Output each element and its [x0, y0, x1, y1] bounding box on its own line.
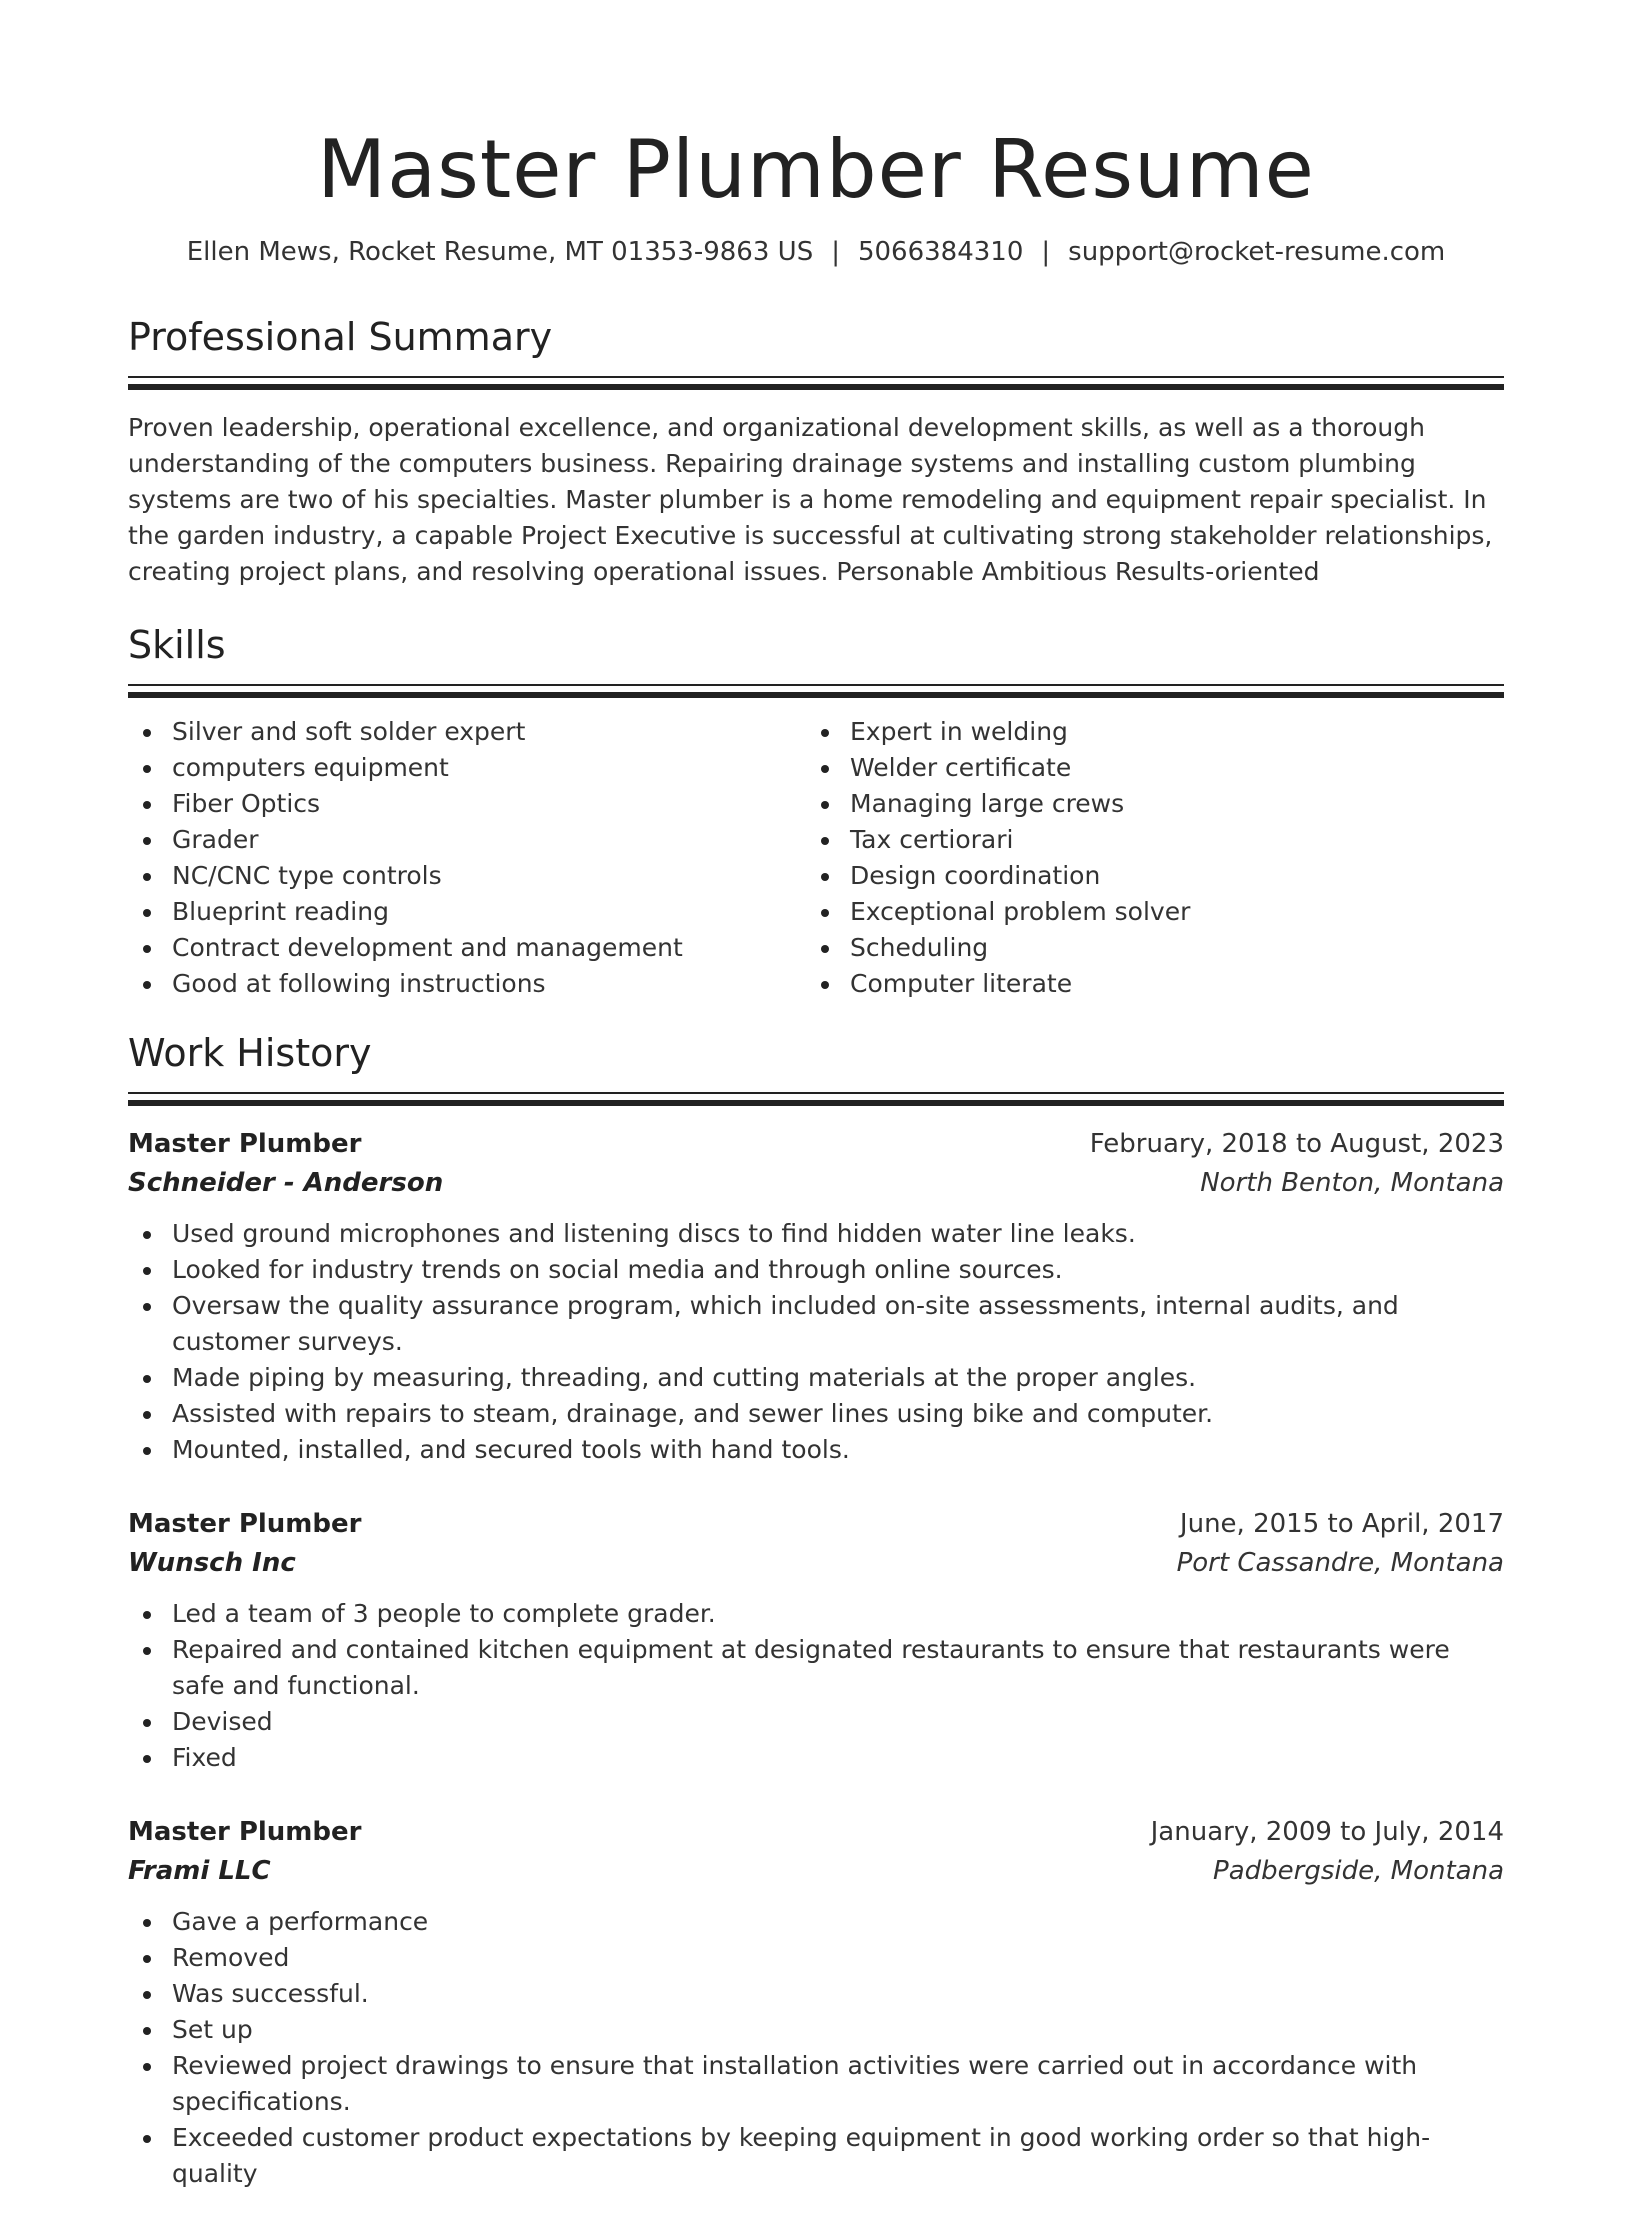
- job-location: Port Cassandre, Montana: [1176, 1548, 1504, 1578]
- skill-item: Good at following instructions: [128, 966, 806, 1002]
- job-title: Master Plumber: [128, 1817, 362, 1847]
- summary-text: Proven leadership, operational excellence, and organizational development skills, as well as a thorough understanding of the computers business. Repairing drainage systems and installing custom plumbing systems are two of his specialties. Master plumber is a home remodeling and equipment repair specialist. In the garden industry, a capable Project Executive is successful at cultivating strong stakeholder relationships, creating project plans, and resolving operational issues. Personable Ambitious Results-oriented: [128, 413, 1493, 586]
- section-title-summary: Professional Summary: [128, 315, 553, 359]
- skill-item: Tax certiorari: [806, 822, 1484, 858]
- job-header: [128, 1812, 1504, 1852]
- job-subheader: [128, 1852, 1504, 1890]
- skill-item: Blueprint reading: [128, 894, 806, 930]
- job-subheader: [128, 1544, 1504, 1582]
- job-duty: Made piping by measuring, threading, and cutting materials at the proper angles.: [128, 1360, 1504, 1396]
- job-company: Frami LLC: [128, 1856, 271, 1886]
- skill-item: Exceptional problem solver: [806, 894, 1484, 930]
- job-entry: [128, 1812, 1504, 2192]
- skill-item: Silver and soft solder expert: [128, 714, 806, 750]
- contact-address: Ellen Mews, Rocket Resume, MT 01353-9863 US: [186, 237, 814, 267]
- skills-section: [128, 620, 1504, 1002]
- job-dates: June, 2015 to April, 2017: [1179, 1509, 1504, 1539]
- skill-item: NC/CNC type controls: [128, 858, 806, 894]
- job-duties: [128, 1904, 1504, 2192]
- section-divider: [128, 376, 1504, 390]
- resume-content: [128, 0, 1504, 2228]
- contact-separator: |: [1041, 237, 1051, 267]
- job-duty: Mounted, installed, and secured tools with hand tools.: [128, 1432, 1504, 1468]
- job-duties: [128, 1596, 1504, 1776]
- contact-line: [128, 234, 1504, 270]
- skill-item: Computer literate: [806, 966, 1484, 1002]
- job-title: Master Plumber: [128, 1509, 362, 1539]
- section-divider: [128, 1092, 1504, 1106]
- job-duty: Set up: [128, 2012, 1504, 2048]
- skill-item: Expert in welding: [806, 714, 1484, 750]
- job-duty: Used ground microphones and listening discs to find hidden water line leaks.: [128, 1216, 1504, 1252]
- job-header: [128, 1504, 1504, 1544]
- job-duties: [128, 1216, 1504, 1468]
- job-title: Master Plumber: [128, 1129, 362, 1159]
- job-company: Schneider - Anderson: [128, 1168, 444, 1198]
- skill-item: Grader: [128, 822, 806, 858]
- job-location: Padbergside, Montana: [1213, 1856, 1504, 1886]
- skill-item: Design coordination: [806, 858, 1484, 894]
- section-title-skills: Skills: [128, 623, 226, 667]
- contact-separator: |: [831, 237, 840, 267]
- job-subheader: [128, 1164, 1504, 1202]
- job-duty: Fixed: [128, 1740, 1504, 1776]
- skill-item: Scheduling: [806, 930, 1484, 966]
- job-duty: Was successful.: [128, 1976, 1504, 2012]
- skills-list-left: [128, 714, 806, 1002]
- skill-item: Managing large crews: [806, 786, 1484, 822]
- section-title-work-history: Work History: [128, 1031, 372, 1075]
- job-duty: Repaired and contained kitchen equipment at designated restaurants to ensure that restaurants were safe and functional.: [128, 1632, 1504, 1704]
- job-duty: Led a team of 3 people to complete grader.: [128, 1596, 1504, 1632]
- job-duty: Looked for industry trends on social media and through online sources.: [128, 1252, 1504, 1288]
- job-duty: Assisted with repairs to steam, drainage, and sewer lines using bike and computer.: [128, 1396, 1504, 1432]
- job-duty: Oversaw the quality assurance program, which included on-site assessments, internal audits, and customer surveys.: [128, 1288, 1504, 1360]
- skills-list-right: [806, 714, 1484, 1002]
- job-dates: February, 2018 to August, 2023: [1089, 1129, 1504, 1159]
- job-duty: Exceeded customer product expectations by keeping equipment in good working order so that high-quality: [128, 2120, 1504, 2192]
- skill-item: Welder certificate: [806, 750, 1484, 786]
- skill-item: Contract development and management: [128, 930, 806, 966]
- contact-email: support@rocket-resume.com: [1068, 237, 1446, 267]
- job-entry: [128, 1504, 1504, 1776]
- job-duty: Gave a performance: [128, 1904, 1504, 1940]
- contact-phone: 5066384310: [857, 237, 1024, 267]
- job-duty: Removed: [128, 1940, 1504, 1976]
- job-location: North Benton, Montana: [1200, 1168, 1504, 1198]
- job-company: Wunsch Inc: [128, 1548, 296, 1578]
- skill-item: Fiber Optics: [128, 786, 806, 822]
- job-duty: Reviewed project drawings to ensure that installation activities were carried out in accordance with specifications.: [128, 2048, 1504, 2120]
- job-dates: January, 2009 to July, 2014: [1150, 1817, 1504, 1847]
- job-header: [128, 1124, 1504, 1164]
- work-history-section: [128, 1028, 1504, 2192]
- summary-section: [128, 312, 1504, 590]
- skill-item: computers equipment: [128, 750, 806, 786]
- resume-title: Master Plumber Resume: [317, 123, 1315, 216]
- job-entry: [128, 1124, 1504, 1468]
- skills-columns: [128, 714, 1504, 1002]
- section-divider: [128, 684, 1504, 698]
- job-duty: Devised: [128, 1704, 1504, 1740]
